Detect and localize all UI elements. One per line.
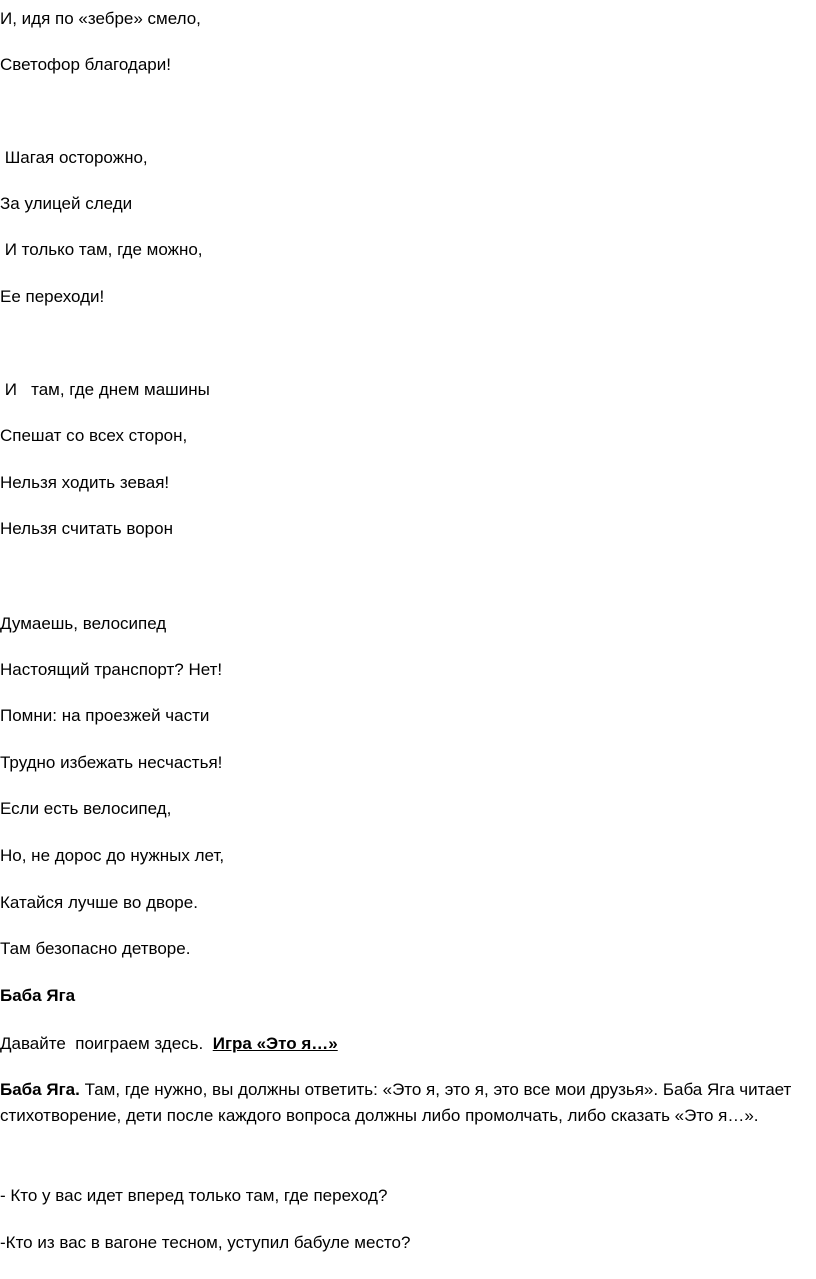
poem-line-11: Думаешь, велосипед xyxy=(0,614,167,633)
instruction-speaker: Баба Яга. xyxy=(0,1080,80,1099)
poem-line-6: Ее переходи! xyxy=(0,287,105,306)
poem-line-7: И там, где днем машины xyxy=(0,380,210,399)
poem-line-15: Если есть велосипед, xyxy=(0,799,172,818)
instruction-paragraph xyxy=(0,1077,800,1129)
game-intro-line xyxy=(0,1033,338,1055)
poem-line-10: Нельзя считать ворон xyxy=(0,519,173,538)
speaker-heading: Баба Яга xyxy=(0,986,76,1005)
poem-line-18: Там безопасно детворе. xyxy=(0,939,191,958)
poem-line-14: Трудно избежать несчастья! xyxy=(0,753,223,772)
poem-line-3: Шагая осторожно, xyxy=(0,148,148,167)
question-2: -Кто из вас в вагоне тесном, уступил бабуле место? xyxy=(0,1233,411,1252)
poem-line-1: И, идя по «зебре» смело, xyxy=(0,9,201,28)
poem-line-2: Светофор благодари! xyxy=(0,55,171,74)
game-title: Игра «Это я…» xyxy=(212,1034,338,1053)
instruction-text: Там, где нужно, вы должны ответить: «Это я, это я, это все мои друзья». Баба Яга читает стихотворение, дети после каждого вопроса должны либо промолчать, либо сказать «Это я…». xyxy=(0,1080,792,1125)
question-1: - Кто у вас идет вперед только там, где переход? xyxy=(0,1186,388,1205)
poem-line-17: Катайся лучше во дворе. xyxy=(0,893,198,912)
poem-line-5: И только там, где можно, xyxy=(0,240,203,259)
poem-line-9: Нельзя ходить зевая! xyxy=(0,473,170,492)
poem-line-8: Спешат со всех сторон, xyxy=(0,426,188,445)
poem-line-4: За улицей следи xyxy=(0,194,133,213)
poem-line-12: Настоящий транспорт? Нет! xyxy=(0,660,223,679)
poem-line-16: Но, не дорос до нужных лет, xyxy=(0,846,225,865)
poem-line-13: Помни: на проезжей части xyxy=(0,706,210,725)
game-intro-text: Давайте поиграем здесь. xyxy=(0,1034,208,1053)
